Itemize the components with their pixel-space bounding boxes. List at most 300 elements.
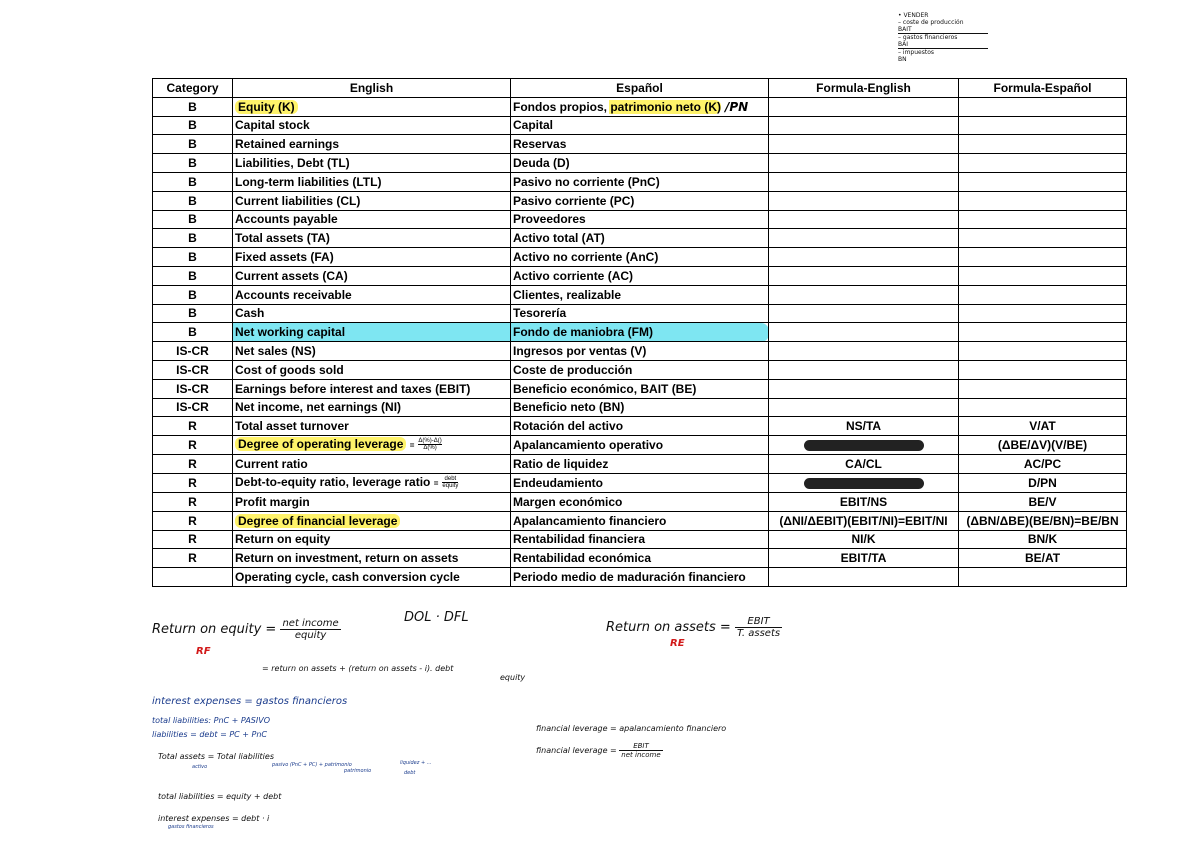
formula-espanol-cell-text: BE/AT [1024, 551, 1061, 566]
espanol-cell-text: Fondo de maniobra (FM) [513, 325, 653, 340]
category-cell [153, 455, 233, 474]
espanol-cell-text: Activo corriente (AC) [513, 268, 634, 283]
espanol-cell-text: Capital [513, 118, 554, 133]
english-cell [233, 97, 511, 116]
formula-english-cell-text: CA/CL [845, 457, 882, 472]
formula-english-cell [769, 323, 959, 342]
english-note-fraction [418, 438, 441, 451]
roe-label: Return on equity = [152, 622, 277, 637]
english-cell [233, 417, 511, 436]
english-cell [233, 266, 511, 285]
table-row [153, 191, 1127, 210]
english-cell-text: Net working capital [235, 325, 346, 340]
espanol-cell [511, 398, 769, 417]
category-cell [153, 229, 233, 248]
note-line: • VENDER [898, 12, 929, 19]
formula-english-cell [769, 135, 959, 154]
header-english: English [233, 79, 511, 98]
table-row [153, 210, 1127, 229]
formula-english-cell [769, 398, 959, 417]
table-row [153, 455, 1127, 474]
espanol-cell-text: Apalancamiento operativo [513, 438, 664, 453]
formula-espanol-cell [959, 342, 1127, 361]
header-espanol: Español [511, 79, 769, 98]
dol-dfl-note: DOL · DFL [404, 610, 469, 625]
espanol-cell-text: Pasivo no corriente (PnC) [513, 174, 660, 189]
english-cell [233, 511, 511, 530]
financial-leverage-formula [536, 742, 663, 759]
table-row [153, 436, 1127, 455]
table-row [153, 568, 1127, 587]
english-cell-text: Current assets (CA) [235, 268, 348, 283]
espanol-cell [511, 436, 769, 455]
espanol-cell [511, 135, 769, 154]
formula-english-cell [769, 266, 959, 285]
formula-english-cell [769, 436, 959, 455]
english-cell-text: Retained earnings [235, 137, 340, 152]
sub-note-liquidez: liquidez + ... [400, 760, 432, 766]
category-cell [153, 511, 233, 530]
espanol-cell-text: Rotación del activo [513, 419, 624, 434]
category-cell-text: B [188, 287, 197, 302]
table-row [153, 116, 1127, 135]
espanol-cell-text: Ingresos por ventas (V) [513, 344, 647, 359]
category-cell [153, 492, 233, 511]
roe-expansion [262, 664, 525, 682]
category-cell [153, 342, 233, 361]
roe-num: net income [282, 618, 339, 629]
category-cell [153, 304, 233, 323]
english-cell-text: Cost of goods sold [235, 362, 344, 377]
category-cell-text: B [188, 212, 197, 227]
espanol-cell [511, 248, 769, 267]
english-cell [233, 492, 511, 511]
espanol-cell-text: Activo total (AT) [513, 231, 605, 246]
formula-english-cell [769, 511, 959, 530]
table-row [153, 172, 1127, 191]
espanol-cell [511, 342, 769, 361]
formula-english-cell [769, 97, 959, 116]
formula-espanol-cell [959, 379, 1127, 398]
english-cell-text: Current ratio [235, 457, 308, 472]
formula-espanol-cell [959, 568, 1127, 587]
formula-english-cell [769, 172, 959, 191]
espanol-cell-text: Beneficio neto (BN) [513, 400, 625, 415]
espanol-cell [511, 530, 769, 549]
formula-english-cell [769, 530, 959, 549]
table-row [153, 379, 1127, 398]
formula-english-cell-text: EBIT/TA [840, 551, 887, 566]
category-cell [153, 191, 233, 210]
table-row [153, 135, 1127, 154]
english-cell-text: Total asset turnover [235, 419, 349, 434]
formula-espanol-cell [959, 191, 1127, 210]
espanol-cell [511, 210, 769, 229]
formula-espanol-cell [959, 473, 1127, 492]
english-cell [233, 342, 511, 361]
formula-espanol-cell-text: AC/PC [1023, 457, 1062, 472]
redaction-scribble [804, 478, 924, 489]
formula-english-cell-text: EBIT/NS [839, 494, 888, 509]
fin-lev-label: financial leverage = [536, 746, 617, 755]
sub-note-debt: debt [404, 770, 416, 776]
espanol-cell-text: Apalancamiento financiero [513, 513, 667, 528]
espanol-cell [511, 97, 769, 116]
note-den: Δ(%) [423, 445, 437, 452]
category-cell-text: R [188, 419, 197, 434]
category-cell-text: B [188, 118, 197, 133]
english-cell [233, 360, 511, 379]
category-cell-text: IS-CR [176, 400, 209, 415]
english-cell [233, 530, 511, 549]
english-cell-text: Cash [235, 306, 265, 321]
formula-english-cell [769, 549, 959, 568]
equals-sign: = [409, 441, 415, 451]
formula-espanol-cell [959, 360, 1127, 379]
category-cell-text: R [188, 457, 197, 472]
espanol-cell [511, 473, 769, 492]
category-cell-text: B [188, 174, 197, 189]
english-cell [233, 568, 511, 587]
category-cell-text: IS-CR [176, 344, 209, 359]
english-cell [233, 154, 511, 173]
sub-note-activo: activo [192, 764, 208, 770]
formula-espanol-cell-text: BE/V [1028, 494, 1057, 509]
espanol-cell [511, 172, 769, 191]
espanol-cell [511, 360, 769, 379]
english-cell [233, 248, 511, 267]
formula-espanol-cell [959, 398, 1127, 417]
formula-english-cell [769, 304, 959, 323]
note-den: equity [442, 483, 459, 490]
espanol-cell-text: Margen económico [513, 494, 623, 509]
fin-lev-den: net income [621, 751, 661, 759]
formula-english-cell-text: NI/K [851, 532, 876, 547]
note-line: – gastos financieros [898, 34, 958, 41]
espanol-cell [511, 323, 769, 342]
category-cell-text: IS-CR [176, 362, 209, 377]
category-cell-text: B [188, 325, 197, 340]
espanol-cell-text: Fondos propios, patrimonio neto (K) [513, 99, 721, 114]
espanol-cell [511, 492, 769, 511]
header-category: Category [153, 79, 233, 98]
table-body [153, 97, 1127, 586]
english-cell-text: Earnings before interest and taxes (EBIT) [235, 381, 471, 396]
category-cell [153, 417, 233, 436]
english-cell [233, 304, 511, 323]
category-cell [153, 436, 233, 455]
table-row [153, 229, 1127, 248]
category-cell [153, 154, 233, 173]
formula-espanol-cell-text: (ΔBE/ΔV)(V/BE) [997, 438, 1088, 453]
espanol-cell-text: Ratio de liquidez [513, 457, 609, 472]
roe-expansion-den: equity [500, 673, 526, 682]
note-num: Δ(%)-Δ() [418, 438, 442, 445]
roa-den: T. assets [736, 628, 781, 639]
category-cell [153, 398, 233, 417]
total-liabilities-eq-note: total liabilities = equity + debt [158, 792, 282, 801]
liabilities-debt-note: liabilities = debt = PC + PnC [152, 730, 268, 739]
formula-espanol-cell [959, 210, 1127, 229]
roa-num: EBIT [735, 616, 782, 628]
english-cell-text: Return on equity [235, 532, 331, 547]
roa-note [606, 616, 782, 639]
table-row [153, 473, 1127, 492]
roe-den: equity [294, 630, 327, 641]
formula-english-cell [769, 492, 959, 511]
category-cell [153, 360, 233, 379]
formula-espanol-cell [959, 266, 1127, 285]
espanol-cell [511, 116, 769, 135]
header-formula-english: Formula-English [769, 79, 959, 98]
table-row [153, 549, 1127, 568]
formula-espanol-cell-text: V/AT [1029, 419, 1056, 434]
redaction-scribble [804, 440, 924, 451]
english-cell-text: Return on investment, return on assets [235, 551, 459, 566]
english-cell [233, 323, 511, 342]
english-cell [233, 116, 511, 135]
formula-english-cell [769, 248, 959, 267]
formula-english-cell [769, 191, 959, 210]
table-header-row [153, 79, 1127, 98]
espanol-cell-text: Deuda (D) [513, 156, 570, 171]
espanol-cell-text: Coste de producción [513, 362, 633, 377]
category-cell [153, 549, 233, 568]
formula-english-cell [769, 154, 959, 173]
handwritten-top-notes [898, 12, 988, 63]
table-row [153, 248, 1127, 267]
note-line: – coste de producción [898, 19, 964, 26]
formula-espanol-cell [959, 135, 1127, 154]
espanol-cell [511, 229, 769, 248]
formula-espanol-cell [959, 417, 1127, 436]
note-line: BN [898, 56, 907, 63]
category-cell-text: B [188, 268, 197, 283]
formula-espanol-cell-text: D/PN [1028, 475, 1057, 490]
category-cell [153, 210, 233, 229]
english-cell-text: Net income, net earnings (NI) [235, 400, 402, 415]
category-cell [153, 530, 233, 549]
category-cell-text: B [188, 250, 197, 265]
sub-note-pasivo: pasivo (PnC + PC) + patrimonio [272, 762, 352, 768]
formula-english-cell [769, 285, 959, 304]
formula-espanol-cell-text: BN/K [1027, 532, 1058, 547]
english-cell-text: Operating cycle, cash conversion cycle [235, 570, 460, 585]
category-cell-text: B [188, 137, 197, 152]
total-liabilities-note: total liabilities: PnC + PASIVO [152, 716, 270, 725]
note-line: BAI [898, 41, 988, 49]
english-cell-text: Accounts payable [235, 212, 338, 227]
espanol-cell-text: Rentabilidad financiera [513, 532, 646, 547]
table-row [153, 154, 1127, 173]
english-note-fraction [442, 476, 458, 489]
category-cell [153, 135, 233, 154]
formula-english-cell [769, 229, 959, 248]
category-cell-text: B [188, 231, 197, 246]
category-cell-text: R [188, 513, 197, 528]
formula-espanol-cell [959, 304, 1127, 323]
espanol-cell-text: Pasivo corriente (PC) [513, 193, 635, 208]
espanol-cell [511, 379, 769, 398]
english-cell [233, 379, 511, 398]
finance-glossary-table [152, 78, 1127, 587]
english-cell [233, 436, 511, 455]
category-cell-text: B [188, 99, 197, 114]
espanol-cell [511, 304, 769, 323]
formula-english-cell [769, 360, 959, 379]
category-cell [153, 379, 233, 398]
header-formula-espanol: Formula-Español [959, 79, 1127, 98]
table-row [153, 304, 1127, 323]
note-line: – impuestos [898, 49, 934, 56]
english-cell [233, 473, 511, 492]
espanol-cell-text: Activo no corriente (AnC) [513, 250, 659, 265]
category-cell [153, 266, 233, 285]
formula-english-cell [769, 342, 959, 361]
espanol-cell [511, 549, 769, 568]
formula-english-cell [769, 379, 959, 398]
english-cell [233, 191, 511, 210]
roe-fraction [280, 618, 340, 641]
formula-english-cell-text: NS/TA [845, 419, 882, 434]
espanol-cell [511, 154, 769, 173]
english-cell-text: Net sales (NS) [235, 344, 316, 359]
sub-note-patrimonio: patrimonio [344, 768, 372, 774]
english-cell-text: Capital stock [235, 118, 310, 133]
espanol-note: /PN [724, 99, 749, 114]
espanol-cell [511, 568, 769, 587]
formula-espanol-cell [959, 172, 1127, 191]
formula-espanol-cell [959, 97, 1127, 116]
formula-english-cell [769, 417, 959, 436]
category-cell [153, 248, 233, 267]
espanol-cell [511, 417, 769, 436]
english-cell [233, 285, 511, 304]
espanol-cell-text: Endeudamiento [513, 475, 604, 490]
category-cell-text: IS-CR [176, 381, 209, 396]
category-cell-text: R [188, 551, 197, 566]
formula-espanol-cell [959, 248, 1127, 267]
formula-espanol-cell [959, 116, 1127, 135]
espanol-cell [511, 191, 769, 210]
formula-espanol-cell [959, 154, 1127, 173]
english-cell-text: Liabilities, Debt (TL) [235, 156, 350, 171]
interest-note: interest expenses = gastos financieros [152, 696, 348, 707]
table-row [153, 97, 1127, 116]
espanol-cell-text: Reservas [513, 137, 567, 152]
formula-english-cell [769, 210, 959, 229]
english-cell [233, 135, 511, 154]
english-cell-text: Debt-to-equity ratio, leverage ratio [235, 474, 431, 489]
english-cell [233, 455, 511, 474]
note-line: BAIT [898, 26, 988, 34]
roe-expansion-text: = return on assets + (return on assets - i). debt [262, 664, 454, 673]
roa-tag: RE [670, 638, 685, 649]
table-row [153, 398, 1127, 417]
roe-note [152, 618, 341, 641]
formula-espanol-cell [959, 511, 1127, 530]
english-cell-text: Fixed assets (FA) [235, 250, 334, 265]
formula-english-cell [769, 473, 959, 492]
formula-english-cell [769, 116, 959, 135]
fin-lev-num: EBIT [619, 742, 662, 751]
english-cell-text: Total assets (TA) [235, 231, 330, 246]
interest-eq-note: interest expenses = debt · i [158, 814, 270, 823]
espanol-cell [511, 511, 769, 530]
formula-espanol-cell [959, 549, 1127, 568]
table-row [153, 530, 1127, 549]
interest-sub-note: gastos financieros [168, 824, 214, 830]
english-cell-text: Current liabilities (CL) [235, 193, 361, 208]
roa-label: Return on assets = [606, 620, 731, 635]
note-num: debt [442, 476, 458, 483]
english-cell [233, 172, 511, 191]
formula-espanol-cell [959, 436, 1127, 455]
roa-fraction [735, 616, 782, 639]
table-row [153, 492, 1127, 511]
english-cell [233, 549, 511, 568]
table-row [153, 511, 1127, 530]
formula-espanol-cell [959, 455, 1127, 474]
english-cell [233, 229, 511, 248]
table-row [153, 342, 1127, 361]
category-cell-text: B [188, 306, 197, 321]
category-cell [153, 323, 233, 342]
category-cell-text: R [188, 475, 197, 490]
espanol-cell-text: Proveedores [513, 212, 586, 227]
financial-leverage-note: financial leverage = apalancamiento financiero [536, 724, 727, 733]
category-cell [153, 568, 233, 587]
espanol-cell [511, 285, 769, 304]
formula-english-cell [769, 568, 959, 587]
total-assets-note: Total assets = Total liabilities [158, 752, 274, 761]
english-cell [233, 210, 511, 229]
english-cell-text: Long-term liabilities (LTL) [235, 174, 382, 189]
category-cell [153, 172, 233, 191]
table-row [153, 266, 1127, 285]
espanol-cell-text: Tesorería [513, 306, 567, 321]
table-row [153, 360, 1127, 379]
english-cell-text: Profit margin [235, 494, 310, 509]
category-cell-text: R [188, 438, 197, 453]
english-cell-text: Equity (K) [235, 100, 298, 114]
formula-espanol-cell [959, 229, 1127, 248]
espanol-cell [511, 266, 769, 285]
formula-espanol-cell-text: (ΔBN/ΔBE)(BE/BN)=BE/BN [966, 513, 1119, 528]
roe-tag: RF [196, 646, 211, 657]
formula-english-cell [769, 455, 959, 474]
table-row [153, 323, 1127, 342]
espanol-cell-text: Clientes, realizable [513, 287, 622, 302]
table-row [153, 417, 1127, 436]
english-cell [233, 398, 511, 417]
category-cell [153, 97, 233, 116]
equals-sign: = [433, 478, 439, 488]
category-cell [153, 285, 233, 304]
category-cell-text: R [188, 532, 197, 547]
espanol-cell-text: Beneficio económico, BAIT (BE) [513, 381, 697, 396]
category-cell-text: B [188, 156, 197, 171]
formula-espanol-cell [959, 492, 1127, 511]
category-cell-text: B [188, 193, 197, 208]
category-cell [153, 116, 233, 135]
espanol-cell-text: Periodo medio de maduración financiero [513, 570, 746, 585]
fin-lev-fraction [619, 742, 662, 759]
category-cell-text: R [188, 494, 197, 509]
english-cell-text: Accounts receivable [235, 287, 352, 302]
english-cell-text: Degree of financial leverage [235, 514, 400, 528]
espanol-cell [511, 455, 769, 474]
